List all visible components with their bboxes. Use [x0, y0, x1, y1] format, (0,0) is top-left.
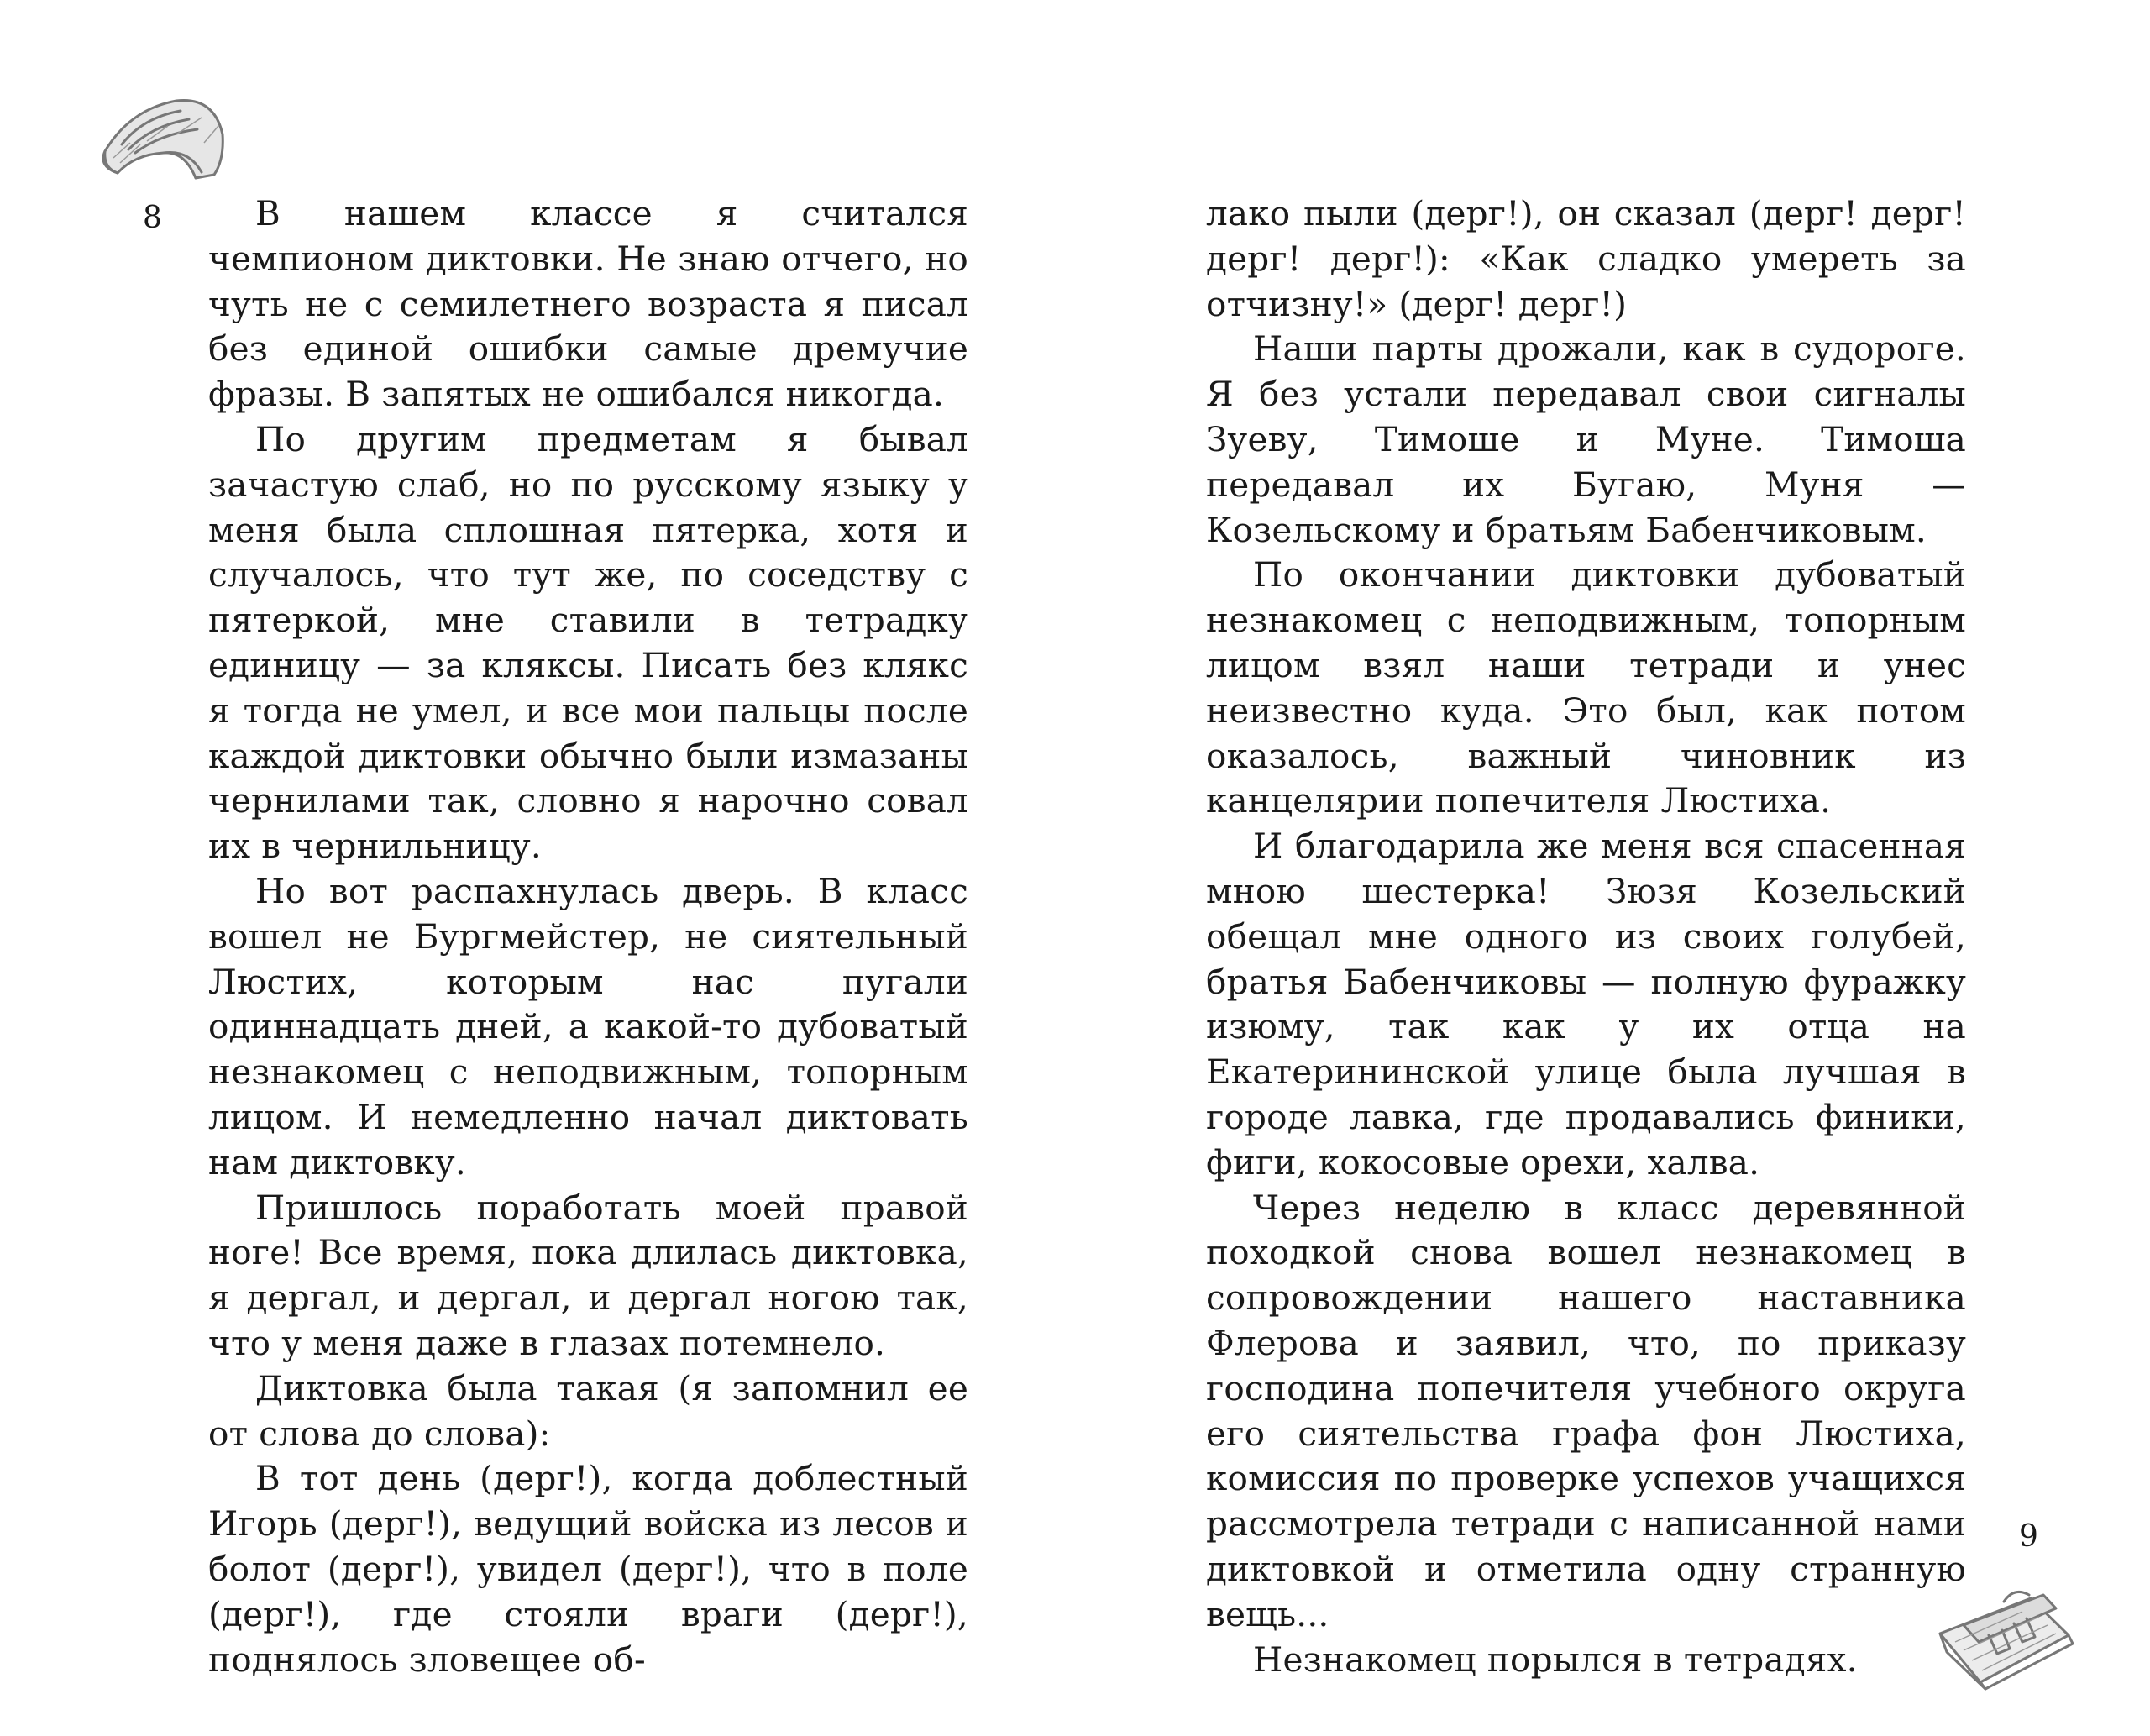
- paragraph: По окончании диктовки дубоватый незнакомец с неподвижным, топорным лицом взял наши тетради и унес неизвестно куда. Это был, как потом оказалось, важный чиновник из канцелярии попечителя Люстиха.: [1206, 554, 1966, 821]
- paragraph: Через неделю в класс деревянной походкой снова вошел незнакомец в сопровождении нашего наставника Флерова и заявил, что, по приказу господина попечителя учебного округа его сиятельства графа фон Люстиха, комиссия по проверке успехов учащихся рассмотрела тетради с написанной нами диктовкой и отметила одну странную вещь...: [1206, 1187, 1966, 1634]
- page-number: 8: [143, 201, 162, 235]
- cap-icon: [97, 92, 231, 185]
- text-column: [208, 191, 968, 1682]
- paragraph: Наши парты дрожали, как в судороге. Я без устали передавал свои сигналы Зуеву, Тимоше и Муне. Тимоша передавал их Бугаю, Муня — Козельскому и братьям Бабенчиковым.: [1206, 328, 1966, 550]
- right-page: [1075, 0, 2150, 1736]
- paragraph: Но вот распахнулась дверь. В класс вошел не Бургмейстер, не сиятельный Люстих, которым нас пугали одиннадцать дней, а какой-то дубоватый незнакомец с неподвижным, топорным лицом. И немедленно начал диктовать нам диктовку.: [208, 870, 968, 1183]
- paragraph: Незнакомец порылся в тетрадях.: [1253, 1639, 1858, 1680]
- page-number: 9: [2019, 1519, 2038, 1554]
- text-column: [1206, 191, 1966, 1682]
- paragraph-continuation: лако пыли (дерг!), он сказал (дерг! дерг! дерг! дерг!): «Как сладко умереть за отчизну!» (дерг! дерг!): [1206, 193, 1966, 324]
- paragraph: Диктовка была такая (я запомнил ее от слова до слова):: [208, 1367, 968, 1454]
- paragraph: И благодарила же меня вся спасенная мною шестерка! Зюзя Козельский обещал мне одного из своих голубей, братья Бабенчиковы — полную фуражку изюму, так как у их отца на Екатерининской улице была лучшая в городе лавка, где продавались финики, фиги, кокосовые орехи, халва.: [1206, 826, 1966, 1183]
- paragraph: В тот день (дерг!), когда доблестный Игорь (дерг!), ведущий войска из лесов и болот (дерг!), увидел (дерг!), что в поле (дерг!), где стояли враги (дерг!), поднялось зловещее об-: [208, 1458, 968, 1680]
- paragraph: Пришлось поработать моей правой ноге! Все время, пока длилась диктовка, я дергал, и дергал, и дергал ногою так, что у меня даже в глазах потемнело.: [208, 1187, 968, 1363]
- satchel-icon: [1930, 1583, 2077, 1691]
- paragraph: По другим предметам я бывал зачастую слаб, но по русскому языку у меня была сплошная пятерка, хотя и случалось, что тут же, по соседству с пятеркой, мне ставили в тетрадку единицу — за кляксы. Писать без клякс я тогда не умел, и все мои пальцы после каждой диктовки обычно были измазаны чернилами так, словно я нарочно совал их в чернильницу.: [208, 418, 968, 867]
- paragraph: В нашем классе я считался чемпионом диктовки. Не знаю отчего, но чуть не с семилетнего возраста я писал без единой ошибки самые дремучие фразы. В запятых не ошибался никогда.: [208, 193, 968, 415]
